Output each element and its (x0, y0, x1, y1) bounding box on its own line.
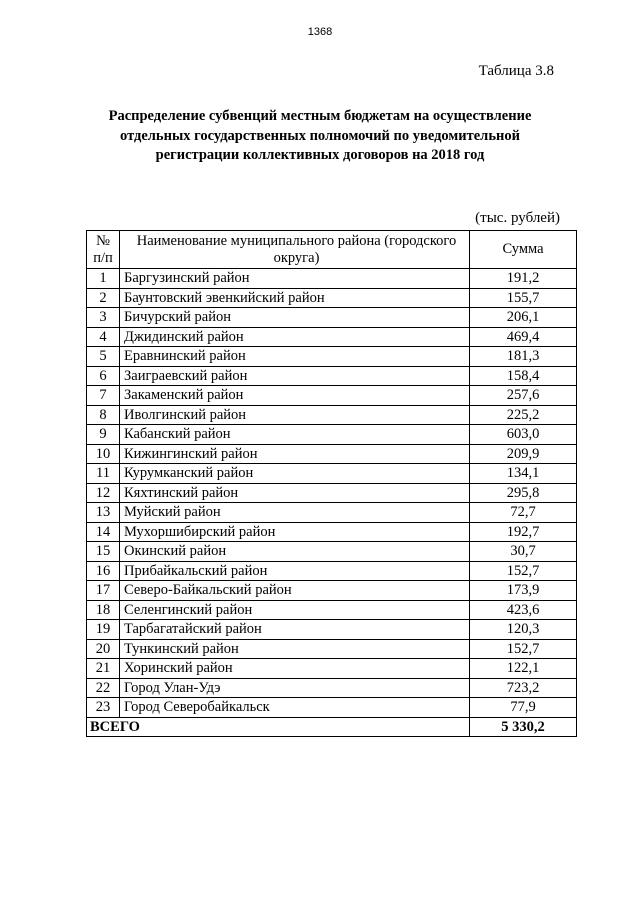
total-row (87, 717, 577, 737)
row-district-name: Закаменский район (120, 386, 470, 406)
row-district-name: Баунтовский эвенкийский район (120, 288, 470, 308)
row-district-name: Город Улан-Удэ (120, 678, 470, 698)
row-number: 12 (87, 483, 120, 503)
table-header-row (87, 231, 577, 269)
table-row (87, 522, 577, 542)
row-number: 15 (87, 542, 120, 562)
row-district-name: Муйский район (120, 503, 470, 523)
row-sum: 155,7 (470, 288, 577, 308)
row-sum: 423,6 (470, 600, 577, 620)
table-body (87, 269, 577, 718)
table-row (87, 581, 577, 601)
header-name (120, 231, 470, 269)
row-number: 6 (87, 366, 120, 386)
row-district-name: Селенгинский район (120, 600, 470, 620)
row-sum: 723,2 (470, 678, 577, 698)
table-row (87, 659, 577, 679)
total-sum: 5 330,2 (470, 717, 577, 737)
table-row (87, 678, 577, 698)
row-district-name: Кижингинский район (120, 444, 470, 464)
row-number: 1 (87, 269, 120, 289)
row-district-name: Северо-Байкальский район (120, 581, 470, 601)
row-district-name: Тункинский район (120, 639, 470, 659)
row-sum: 173,9 (470, 581, 577, 601)
row-number: 4 (87, 327, 120, 347)
row-sum: 209,9 (470, 444, 577, 464)
row-number: 7 (87, 386, 120, 406)
table-row (87, 327, 577, 347)
table-row (87, 620, 577, 640)
row-district-name: Бичурский район (120, 308, 470, 328)
units-label: (тыс. рублей) (475, 210, 560, 226)
table-row (87, 464, 577, 484)
row-district-name: Кяхтинский район (120, 483, 470, 503)
table-row (87, 503, 577, 523)
row-sum: 134,1 (470, 464, 577, 484)
row-sum: 295,8 (470, 483, 577, 503)
header-number (87, 231, 120, 269)
row-number: 14 (87, 522, 120, 542)
page-number: 1368 (307, 26, 333, 38)
row-sum: 30,7 (470, 542, 577, 562)
title-line: отдельных государственных полномочий по уведомительной (120, 127, 520, 144)
table-row (87, 308, 577, 328)
table-row (87, 366, 577, 386)
row-number: 10 (87, 444, 120, 464)
header-sum: Сумма (470, 231, 577, 269)
total-label: ВСЕГО (87, 717, 470, 737)
row-sum: 257,6 (470, 386, 577, 406)
row-number: 5 (87, 347, 120, 367)
row-sum: 120,3 (470, 620, 577, 640)
row-sum: 192,7 (470, 522, 577, 542)
row-district-name: Хоринский район (120, 659, 470, 679)
row-district-name: Город Северобайкальск (120, 698, 470, 718)
table-row (87, 269, 577, 289)
row-district-name: Баргузинский район (120, 269, 470, 289)
table-row (87, 542, 577, 562)
row-sum: 158,4 (470, 366, 577, 386)
row-number: 22 (87, 678, 120, 698)
row-number: 11 (87, 464, 120, 484)
row-number: 23 (87, 698, 120, 718)
row-sum: 225,2 (470, 405, 577, 425)
title-line: регистрации коллективных договоров на 2018 год (155, 147, 485, 163)
table-row (87, 483, 577, 503)
header-name-line: Наименование муниципального района (городского (136, 232, 457, 249)
table-row (87, 425, 577, 445)
row-district-name: Мухоршибирский район (120, 522, 470, 542)
row-number: 18 (87, 600, 120, 620)
row-district-name: Курумканский район (120, 464, 470, 484)
table-row (87, 639, 577, 659)
row-number: 17 (87, 581, 120, 601)
row-district-name: Еравнинский район (120, 347, 470, 367)
header-name-line: округа) (273, 249, 320, 266)
title-line: Распределение субвенций местным бюджетам на осуществление (108, 108, 532, 124)
row-sum: 72,7 (470, 503, 577, 523)
row-district-name: Кабанский район (120, 425, 470, 445)
row-sum: 181,3 (470, 347, 577, 367)
row-number: 19 (87, 620, 120, 640)
row-district-name: Заиграевский район (120, 366, 470, 386)
row-number: 16 (87, 561, 120, 581)
row-number: 8 (87, 405, 120, 425)
table-row (87, 444, 577, 464)
row-sum: 191,2 (470, 269, 577, 289)
row-number: 9 (87, 425, 120, 445)
table-row (87, 347, 577, 367)
row-sum: 122,1 (470, 659, 577, 679)
table-row (87, 600, 577, 620)
row-sum: 206,1 (470, 308, 577, 328)
table-row (87, 386, 577, 406)
table-row (87, 698, 577, 718)
table-row (87, 288, 577, 308)
row-number: 3 (87, 308, 120, 328)
header-number-line: № (96, 232, 110, 249)
row-sum: 469,4 (470, 327, 577, 347)
header-number-line: п/п (93, 249, 113, 266)
row-sum: 603,0 (470, 425, 577, 445)
row-sum: 152,7 (470, 561, 577, 581)
row-sum: 77,9 (470, 698, 577, 718)
document-title (80, 107, 560, 166)
row-number: 20 (87, 639, 120, 659)
row-district-name: Джидинский район (120, 327, 470, 347)
row-number: 21 (87, 659, 120, 679)
table-label: Таблица 3.8 (478, 63, 554, 79)
row-number: 2 (87, 288, 120, 308)
row-district-name: Тарбагатайский район (120, 620, 470, 640)
table-row (87, 405, 577, 425)
row-sum: 152,7 (470, 639, 577, 659)
row-district-name: Окинский район (120, 542, 470, 562)
subventions-table (86, 230, 577, 737)
row-district-name: Прибайкальский район (120, 561, 470, 581)
row-district-name: Иволгинский район (120, 405, 470, 425)
table-row (87, 561, 577, 581)
row-number: 13 (87, 503, 120, 523)
